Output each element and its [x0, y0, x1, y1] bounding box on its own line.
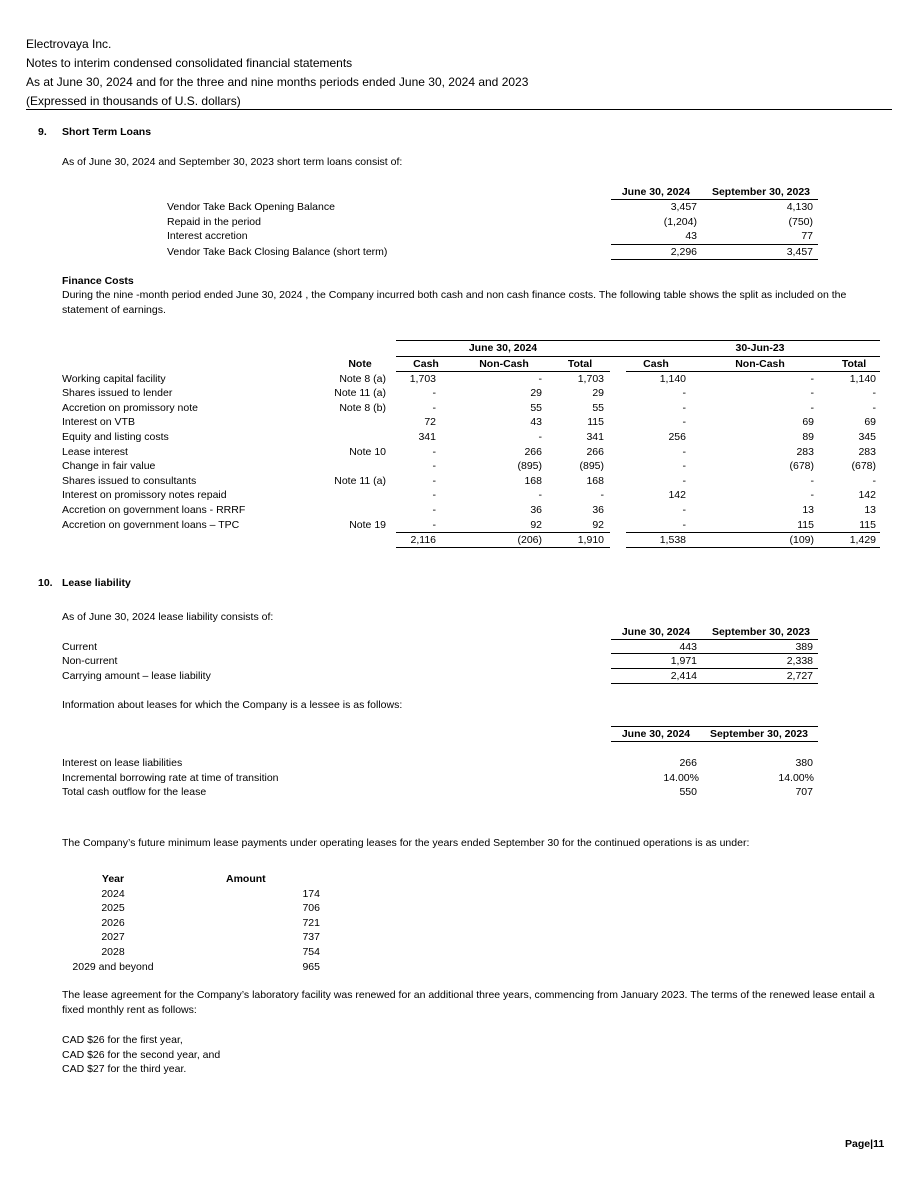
ll-row-value: 443 [679, 640, 697, 653]
fin-row-value: - [432, 460, 436, 473]
fin-row-value: 1,703 [409, 372, 436, 385]
info-row-label: Interest on lease liabilities [62, 757, 183, 769]
stl-row-label: Vendor Take Back Opening Balance [167, 201, 335, 213]
finance-costs-title: Finance Costs [62, 275, 134, 287]
future-row-year: 2026 [101, 916, 125, 929]
fin-row-value: (678) [851, 460, 876, 473]
ll-row-value: 2,338 [786, 655, 813, 667]
fin-row-value: - [432, 445, 436, 458]
fin-row-value: - [682, 460, 686, 473]
fin-row-value: 36 [530, 503, 542, 516]
fin-row-value: 89 [802, 430, 814, 443]
fin-row-label: Accretion on promissory note [62, 401, 198, 414]
fin-row-label: Accretion on government loans - RRRF [62, 503, 246, 516]
fin-row-value: - [538, 430, 542, 443]
fin-row-value: - [432, 387, 436, 400]
stl-col-sep-2023: September 30, 2023 [711, 186, 811, 198]
fin-row-value: 36 [592, 503, 604, 516]
future-col-amount: Amount [226, 873, 266, 885]
page-number: 11 [873, 1138, 885, 1150]
fin-row-value: - [810, 387, 814, 400]
fin-row-note: Note 19 [349, 518, 386, 531]
fin-row-label: Interest on VTB [62, 416, 135, 429]
section-10-intro: As of June 30, 2024 lease liability consists of: [62, 611, 274, 623]
fin-row-value: 266 [524, 445, 542, 458]
info-header-rule [611, 741, 818, 742]
fin-row-value: 115 [587, 416, 604, 429]
fin-row-value: 29 [530, 387, 542, 400]
fin-row-value: - [538, 372, 542, 385]
fin-row-value: 92 [530, 518, 542, 531]
future-row-amount: 754 [302, 946, 320, 958]
stl-row-label: Interest accretion [167, 230, 248, 243]
future-col-year: Year [101, 873, 125, 885]
info-row-value: 266 [679, 757, 697, 769]
fin-row-value: 115 [797, 518, 814, 531]
fin-row-value: 345 [858, 430, 876, 443]
fin-total-value: (109) [789, 533, 814, 546]
ll-col-sep-2023: September 30, 2023 [711, 626, 811, 638]
fin-row-value: 69 [802, 416, 814, 429]
fin-row-note: Note 10 [349, 445, 386, 458]
lease-info-intro: Information about leases for which the Company is a lessee is as follows: [62, 699, 403, 711]
fin-row-value: - [872, 474, 876, 487]
fin-total-rule-2024 [396, 547, 610, 548]
rent-line: CAD $27 for the third year. [62, 1063, 187, 1076]
fin-row-value: 69 [864, 416, 876, 429]
fin-row-value: - [872, 387, 876, 400]
fin-row-value: - [682, 503, 686, 516]
fin-row-value: 13 [802, 503, 814, 516]
fin-row-value: - [682, 445, 686, 458]
info-row-label: Total cash outflow for the lease [62, 786, 207, 799]
future-row-year: 2028 [101, 946, 125, 958]
fin-total-value: 1,538 [659, 533, 686, 546]
fin-row-value: 29 [592, 387, 604, 400]
fin-row-note: Note 8 (a) [339, 372, 386, 385]
fin-row-note: Note 11 (a) [334, 474, 386, 487]
stl-row-value: (750) [788, 215, 813, 228]
fin-row-value: 168 [586, 474, 604, 487]
future-row-amount: 721 [302, 916, 320, 929]
fin-col-total-2023: Total [841, 358, 867, 370]
info-row-value: 550 [679, 786, 697, 799]
fin-row-value: 142 [668, 489, 686, 502]
section-9-intro: As of June 30, 2024 and September 30, 2023 short term loans consist of: [62, 156, 403, 168]
info-row-value: 707 [795, 786, 813, 799]
fin-row-value: - [810, 489, 814, 502]
stl-col-june-2024: June 30, 2024 [621, 186, 691, 198]
fin-row-value: 1,703 [577, 372, 604, 385]
stl-row-value: 43 [685, 230, 697, 243]
fin-row-value: 283 [858, 445, 876, 458]
fin-row-value: - [682, 387, 686, 400]
finance-costs-paragraph: During the nine -month period ended June 30, 2024 , the Company incurred both cash and non cash finance costs. The following table shows the split as included on the statement of earnings. [62, 289, 847, 316]
fin-row-value: - [810, 401, 814, 414]
fin-row-label: Lease interest [62, 445, 128, 458]
fin-col-noncash-2023: Non-Cash [735, 358, 785, 370]
fin-row-note: Note 11 (a) [334, 387, 386, 400]
header-currency: (Expressed in thousands of U.S. dollars) [26, 94, 241, 108]
fin-row-label: Shares issued to lender [62, 387, 173, 400]
section-9-number: 9. [38, 126, 47, 138]
fin-row-value: 55 [530, 401, 542, 414]
stl-row-value: 3,457 [786, 245, 813, 258]
fin-col-cash-2024: Cash [413, 358, 439, 370]
fin-row-value: - [872, 401, 876, 414]
fin-total-value: 2,116 [410, 533, 436, 546]
future-row-year: 2027 [101, 931, 125, 944]
future-row-amount: 706 [302, 902, 320, 915]
ll-col-june-2024: June 30, 2024 [621, 626, 691, 638]
future-row-year: 2025 [101, 902, 125, 915]
ll-row-value: 2,414 [670, 669, 697, 682]
fin-row-value: 72 [424, 416, 436, 429]
fin-row-note: Note 8 (b) [339, 401, 386, 414]
fin-row-label: Interest on promissory notes repaid [62, 489, 227, 502]
fin-row-value: 115 [859, 518, 876, 531]
info-row-label: Incremental borrowing rate at time of transition [62, 771, 279, 784]
section-9-title: Short Term Loans [62, 126, 152, 138]
fin-row-label: Accretion on government loans – TPC [62, 518, 240, 531]
fin-row-value: 266 [586, 445, 604, 458]
fin-row-value: - [682, 518, 686, 531]
fin-row-value: - [810, 372, 814, 385]
info-row-value: 14.00% [663, 771, 699, 784]
ll-row-value: 1,971 [670, 655, 697, 667]
page-footer: Page|11 [845, 1138, 885, 1150]
ll-row-value: 389 [795, 640, 813, 653]
stl-row-value: 77 [801, 230, 813, 243]
ll-row-label: Non-current [62, 655, 118, 667]
stl-total-rule [611, 259, 818, 260]
fin-col-cash-2023: Cash [643, 358, 669, 370]
fin-col-note: Note [348, 358, 372, 370]
info-row-value: 380 [795, 757, 813, 769]
header-period: As at June 30, 2024 and for the three and nine months periods ended June 30, 2024 and 2023 [26, 75, 529, 89]
fin-row-value: 283 [796, 445, 814, 458]
fin-row-value: 341 [418, 430, 436, 443]
fin-row-value: 256 [668, 430, 686, 443]
fin-row-label: Change in fair value [62, 460, 156, 473]
fin-row-value: - [682, 474, 686, 487]
renewal-paragraph: The lease agreement for the Company’s laboratory facility was renewed for an additional three years, commencing from January 2023. The terms of the renewed lease entail a fixed monthly rent as follows: [62, 989, 875, 1016]
rent-line: CAD $26 for the second year, and [62, 1048, 221, 1061]
fin-row-value: (678) [789, 460, 814, 473]
fin-row-label: Equity and listing costs [62, 430, 169, 443]
stl-row-value: 4,130 [786, 201, 813, 213]
fin-row-value: - [538, 489, 542, 502]
fin-total-value: (206) [517, 533, 542, 546]
stl-row-value: (1,204) [663, 215, 697, 228]
fin-row-value: 341 [586, 430, 604, 443]
document-header [26, 35, 528, 111]
fin-row-value: - [432, 503, 436, 516]
future-payments-paragraph: The Company’s future minimum lease payments under operating leases for the years ended September 30 for the continued operations is as under: [62, 837, 750, 849]
future-row-year: 2024 [101, 887, 125, 900]
fin-row-value: 13 [864, 503, 876, 516]
stl-row-value: 2,296 [670, 245, 697, 258]
info-col-sep-2023: September 30, 2023 [709, 728, 809, 740]
future-row-amount: 174 [302, 887, 320, 900]
fin-row-value: 1,140 [659, 372, 686, 385]
fin-row-value: - [682, 416, 686, 429]
section-10-number: 10. [38, 577, 53, 589]
fin-row-value: - [432, 401, 436, 414]
info-row-value: 14.00% [778, 771, 814, 784]
future-row-year: 2029 and beyond [72, 960, 154, 973]
stl-row-label: Repaid in the period [167, 215, 261, 228]
ll-total-rule [611, 683, 818, 684]
fin-row-label: Shares issued to consultants [62, 474, 197, 487]
fin-group-2023: 30-Jun-23 [735, 342, 785, 354]
fin-row-value: - [600, 489, 604, 502]
fin-row-value: 142 [858, 489, 876, 502]
ll-row-label: Current [62, 640, 98, 653]
fin-col-total-2024: Total [567, 358, 593, 370]
fin-row-value: - [432, 518, 436, 531]
company-name: Electrovaya Inc. [26, 37, 112, 51]
header-divider [26, 109, 892, 110]
fin-row-value: - [810, 474, 814, 487]
future-row-amount: 965 [302, 960, 320, 973]
stl-row-value: 3,457 [670, 201, 697, 213]
fin-row-value: 168 [524, 474, 542, 487]
fin-row-value: 1,140 [849, 372, 876, 385]
section-10-title: Lease liability [62, 577, 131, 589]
fin-total-value: 1,910 [577, 533, 604, 546]
fin-row-value: - [682, 401, 686, 414]
fin-row-value: (895) [517, 460, 542, 473]
fin-row-value: 92 [592, 518, 604, 531]
fin-row-value: - [432, 489, 436, 502]
future-row-amount: 737 [302, 931, 320, 944]
page-label: Page [845, 1138, 871, 1150]
fin-total-value: 1,429 [849, 533, 876, 546]
fin-row-value: 43 [530, 416, 542, 429]
header-title: Notes to interim condensed consolidated financial statements [26, 56, 353, 70]
fin-row-label: Working capital facility [62, 372, 166, 385]
fin-row-value: 55 [592, 401, 604, 414]
fin-col-noncash-2024: Non-Cash [479, 358, 529, 370]
info-col-june-2024: June 30, 2024 [621, 728, 691, 740]
ll-row-label: Carrying amount – lease liability [62, 669, 211, 682]
fin-row-value: (895) [579, 460, 604, 473]
fin-total-rule-2023 [626, 547, 880, 548]
fin-row-value: - [432, 474, 436, 487]
stl-row-label: Vendor Take Back Closing Balance (short term) [167, 245, 388, 258]
ll-row-value: 2,727 [786, 669, 813, 682]
rent-line: CAD $26 for the first year, [62, 1034, 183, 1046]
fin-group-2024: June 30, 2024 [468, 342, 538, 354]
